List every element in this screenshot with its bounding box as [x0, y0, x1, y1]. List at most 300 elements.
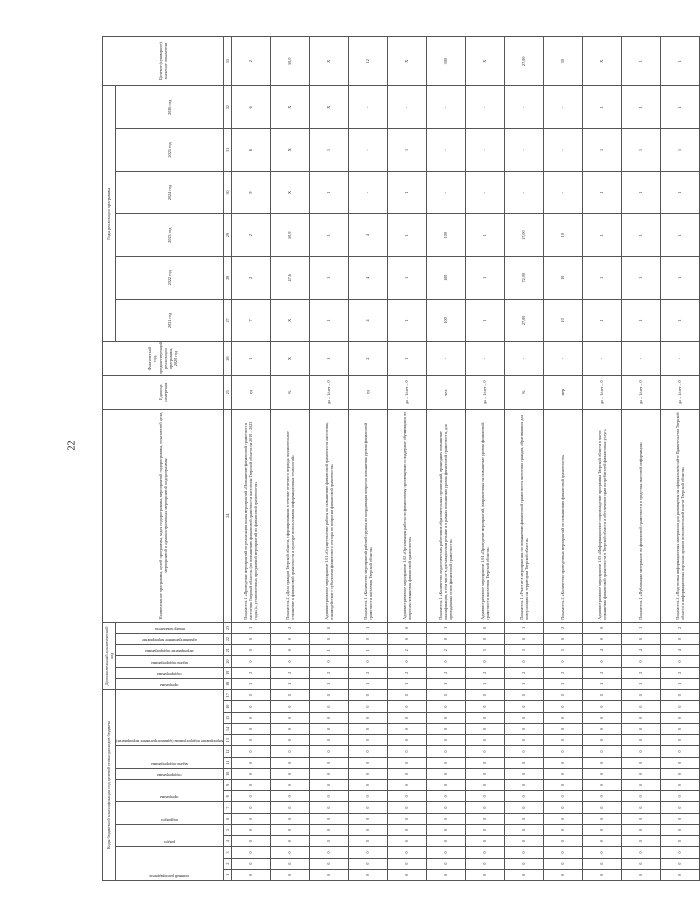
code-cell: 1 [621, 678, 660, 689]
code-cell: 0 [231, 869, 270, 880]
year-value-cell: 10 [543, 256, 582, 299]
code-cell: 0 [582, 858, 621, 869]
code-cell: 0 [426, 746, 465, 757]
unit-cell: ед [231, 375, 270, 409]
code-cell: 0 [465, 836, 504, 847]
code-cell: 0 [270, 813, 309, 824]
column-number: 13 [223, 735, 231, 746]
code-cell: 1 [348, 645, 387, 656]
year-value-cell: 7 [231, 299, 270, 342]
code-cell: 0 [543, 746, 582, 757]
column-number: 6 [223, 813, 231, 824]
code-cell: 0 [348, 802, 387, 813]
kbk-subheader-label: программа [160, 795, 179, 801]
code-cell: 0 [309, 701, 348, 712]
kbk-subheader [116, 746, 224, 768]
base-year-cell: - [426, 342, 465, 376]
code-cell: 0 [582, 791, 621, 802]
code-cell: 0 [543, 802, 582, 813]
year-value-cell: 1 [309, 299, 348, 342]
code-cell: 0 [582, 735, 621, 746]
year-header: 2022 год [116, 256, 224, 299]
column-number: 24 [223, 409, 231, 622]
code-cell: 0 [660, 690, 699, 701]
code-cell: 0 [660, 656, 699, 667]
code-cell: 0 [309, 746, 348, 757]
code-cell: 0 [231, 836, 270, 847]
year-value-cell: 100 [426, 214, 465, 257]
code-cell: 0 [348, 690, 387, 701]
code-cell: 0 [621, 813, 660, 824]
code-cell: 0 [387, 757, 426, 768]
code-cell: 0 [348, 656, 387, 667]
code-cell: 0 [231, 791, 270, 802]
code-cell: 0 [309, 757, 348, 768]
column-number: 14 [223, 723, 231, 734]
code-cell: 0 [387, 813, 426, 824]
code-cell: 2 [231, 667, 270, 678]
year-value-cell: Х [270, 86, 309, 129]
code-cell: 0 [465, 802, 504, 813]
code-cell: 0 [309, 690, 348, 701]
table-row [426, 37, 465, 881]
code-cell: 0 [387, 847, 426, 858]
code-cell: 2 [621, 667, 660, 678]
year-value-cell: 1 [660, 299, 699, 342]
name-column-header: Наименование программы, целей программы, задач подпрограммы, мероприятий подпрограммы, показателей цели, мероприятий и административных мероприятий подпрограммы [103, 409, 224, 622]
year-value-cell: - [426, 129, 465, 172]
year-header: 2023 год [116, 214, 224, 257]
code-cell: 1 [465, 678, 504, 689]
code-cell: 0 [309, 633, 348, 644]
code-cell: 3 [543, 645, 582, 656]
year-value-cell: 1 [309, 256, 348, 299]
code-cell: 0 [465, 690, 504, 701]
year-value-cell: 1 [465, 214, 504, 257]
column-number: 7 [223, 802, 231, 813]
column-number: 19 [223, 667, 231, 678]
code-cell: 0 [504, 701, 543, 712]
year-value-cell: - [543, 129, 582, 172]
code-cell: 0 [465, 633, 504, 644]
table-row [504, 37, 543, 881]
base-year-cell: 1 [309, 342, 348, 376]
code-cell: 0 [387, 712, 426, 723]
unit-cell: да – 1/нет – 0 [660, 375, 699, 409]
code-cell: 0 [270, 712, 309, 723]
column-number: 31 [223, 129, 231, 172]
code-cell: 0 [582, 633, 621, 644]
year-value-cell: 10 [543, 299, 582, 342]
unit-cell: да – 1/нет – 0 [387, 375, 426, 409]
item-name-cell: Административное мероприятие 1.01 «Осуществление работы по повышению финансовой грамотности населения, взаимодействие с субъектами финансового сектора по вопросам финансовой грамотности» [309, 409, 348, 622]
kbk-subheader [116, 768, 224, 779]
code-cell: 0 [387, 701, 426, 712]
unit-cell: чел. [426, 375, 465, 409]
rotated-table-frame [102, 36, 685, 881]
table-row [348, 37, 387, 881]
column-number: 20 [223, 656, 231, 667]
program-table-sheet [102, 36, 685, 881]
code-cell: 0 [504, 791, 543, 802]
code-cell: 2 [504, 667, 543, 678]
code-cell: 4 [582, 645, 621, 656]
year-value-cell: 1 [465, 256, 504, 299]
code-cell: 0 [387, 746, 426, 757]
code-cell: 0 [660, 768, 699, 779]
year-value-cell: 1 [309, 214, 348, 257]
year-value-cell: 50,9 [270, 214, 309, 257]
code-cell: 0 [348, 869, 387, 880]
code-cell: 0 [426, 813, 465, 824]
code-cell: 0 [231, 690, 270, 701]
target-value-cell: Х [465, 37, 504, 86]
target-value-cell: 300 [426, 37, 465, 86]
kbk-subheader [116, 824, 224, 846]
base-year-cell: 2 [348, 342, 387, 376]
code-cell: 0 [231, 645, 270, 656]
code-cell: 0 [582, 622, 621, 633]
code-cell: 3 [504, 645, 543, 656]
code-cell: 0 [504, 847, 543, 858]
code-cell: 0 [426, 768, 465, 779]
code-cell: 2 [387, 667, 426, 678]
code-cell: 0 [582, 847, 621, 858]
kbk-subheader-label: подпрограмма [157, 773, 182, 779]
code-cell: 0 [387, 858, 426, 869]
code-cell: 0 [543, 813, 582, 824]
code-cell: 0 [231, 847, 270, 858]
base-year-cell: 1 [387, 342, 426, 376]
column-number: 32 [223, 86, 231, 129]
code-cell: 0 [543, 701, 582, 712]
code-cell: 0 [582, 869, 621, 880]
code-cell: 0 [270, 802, 309, 813]
code-cell: 0 [270, 645, 309, 656]
code-cell: 0 [621, 757, 660, 768]
column-number: 33 [223, 37, 231, 86]
year-value-cell: 1 [621, 214, 660, 257]
code-cell: 0 [231, 701, 270, 712]
code-cell: 0 [621, 701, 660, 712]
target-value-cell: 12 [348, 37, 387, 86]
base-year-cell: 1 [231, 342, 270, 376]
code-cell: 0 [660, 746, 699, 757]
year-value-cell: Х [270, 129, 309, 172]
code-cell: 0 [504, 768, 543, 779]
year-value-cell: 1 [660, 171, 699, 214]
column-number-row [223, 37, 231, 881]
kbk-subheader-label: мероприятие подпрограммы (административное мероприятие) [116, 739, 223, 745]
year-value-cell: - [348, 86, 387, 129]
code-cell: 0 [426, 757, 465, 768]
code-cell: 0 [660, 813, 699, 824]
year-value-cell: - [465, 86, 504, 129]
code-cell: 0 [309, 656, 348, 667]
code-cell: 0 [309, 858, 348, 869]
code-cell: 0 [348, 768, 387, 779]
code-cell: 0 [309, 869, 348, 880]
code-cell: 0 [270, 847, 309, 858]
code-cell: 2 [387, 645, 426, 656]
code-cell: 0 [582, 690, 621, 701]
code-cell: 0 [387, 723, 426, 734]
code-cell: 0 [621, 723, 660, 734]
code-cell: 0 [387, 791, 426, 802]
year-header: 2025 год [116, 129, 224, 172]
code-cell: 0 [660, 701, 699, 712]
code-cell: 0 [270, 701, 309, 712]
table-row [582, 37, 621, 881]
code-cell: 0 [426, 690, 465, 701]
additional-code-subheader-label: программа [160, 683, 179, 689]
additional-code-group-header: Дополнительный аналитический код [103, 622, 116, 689]
code-cell: 0 [387, 656, 426, 667]
code-cell: 0 [465, 723, 504, 734]
year-value-cell: - [426, 86, 465, 129]
code-cell: 0 [504, 780, 543, 791]
code-cell: 0 [543, 723, 582, 734]
column-number: 18 [223, 678, 231, 689]
year-value-cell: - [348, 171, 387, 214]
code-cell: 0 [426, 735, 465, 746]
column-number: 27 [223, 299, 231, 342]
code-cell: 0 [348, 824, 387, 835]
code-cell: 0 [465, 622, 504, 633]
code-cell: 0 [348, 780, 387, 791]
unit-cell: ед [348, 375, 387, 409]
code-cell: 0 [582, 701, 621, 712]
code-cell: 0 [504, 836, 543, 847]
kbk-subheader-label: раздел [163, 840, 176, 846]
kbk-subheader [116, 780, 224, 802]
code-cell: 0 [309, 780, 348, 791]
code-cell: 0 [660, 735, 699, 746]
code-cell: 0 [543, 858, 582, 869]
table-row [231, 37, 270, 881]
code-cell: 0 [426, 633, 465, 644]
code-cell: 0 [231, 813, 270, 824]
year-value-cell: 1 [387, 299, 426, 342]
code-cell: 0 [309, 768, 348, 779]
code-cell: 0 [543, 633, 582, 644]
code-cell: 0 [660, 836, 699, 847]
code-cell: 1 [426, 622, 465, 633]
column-number: 8 [223, 791, 231, 802]
code-cell: 0 [465, 712, 504, 723]
column-number: 11 [223, 757, 231, 768]
code-cell: 0 [231, 746, 270, 757]
column-number: 21 [223, 645, 231, 656]
code-cell: 0 [231, 858, 270, 869]
code-cell: 0 [465, 847, 504, 858]
code-cell: 0 [309, 802, 348, 813]
year-value-cell: Х [270, 299, 309, 342]
code-cell: 0 [543, 869, 582, 880]
year-header: 2021 год [116, 299, 224, 342]
code-cell: 0 [660, 757, 699, 768]
unit-cell: % [504, 375, 543, 409]
code-cell: 0 [621, 847, 660, 858]
code-cell: 0 [660, 824, 699, 835]
table-row [387, 37, 426, 881]
year-value-cell: 1 [660, 256, 699, 299]
code-cell: 1 [426, 678, 465, 689]
code-cell: 1 [231, 622, 270, 633]
code-cell: 0 [582, 768, 621, 779]
additional-code-subheader-label: мероприятие подпрограммы [145, 649, 194, 655]
code-cell: 0 [504, 824, 543, 835]
year-value-cell: 1 [621, 129, 660, 172]
code-cell: 0 [465, 746, 504, 757]
base-year-column-header: Фактический год, предшествующий реализации программы, 2020 год [103, 342, 224, 376]
code-cell: 0 [348, 712, 387, 723]
additional-code-subheader [116, 622, 224, 633]
code-cell: 0 [543, 847, 582, 858]
code-cell: 0 [504, 802, 543, 813]
unit-cell: да – 1/нет – 0 [621, 375, 660, 409]
code-cell: 0 [504, 656, 543, 667]
code-cell: 0 [348, 757, 387, 768]
code-cell: 0 [543, 824, 582, 835]
code-cell: 0 [582, 712, 621, 723]
code-cell: 0 [465, 813, 504, 824]
code-cell: 0 [621, 869, 660, 880]
code-cell: 0 [465, 735, 504, 746]
column-number: 30 [223, 171, 231, 214]
unit-cell: да – 1/нет – 0 [582, 375, 621, 409]
code-cell: 0 [270, 858, 309, 869]
year-value-cell: 100 [426, 256, 465, 299]
code-cell: 2 [543, 667, 582, 678]
code-cell: 1 [621, 622, 660, 633]
code-cell: 0 [270, 735, 309, 746]
additional-code-subheader [116, 678, 224, 689]
code-cell: 2 [426, 667, 465, 678]
year-value-cell: 1 [621, 299, 660, 342]
code-cell: 0 [387, 622, 426, 633]
year-value-cell: 1 [309, 171, 348, 214]
year-value-cell: Х [309, 86, 348, 129]
code-cell: 0 [660, 869, 699, 880]
code-cell: 2 [270, 667, 309, 678]
kbk-subheader-label: подраздел [160, 817, 179, 823]
code-cell: 0 [270, 836, 309, 847]
code-cell: 0 [621, 836, 660, 847]
kbk-subheader [116, 802, 224, 824]
code-cell: 0 [660, 802, 699, 813]
code-cell: 0 [309, 622, 348, 633]
year-value-cell: 1 [582, 171, 621, 214]
code-cell: 0 [582, 723, 621, 734]
code-cell: 0 [231, 757, 270, 768]
column-number: 12 [223, 746, 231, 757]
unit-cell: % [270, 375, 309, 409]
code-cell: 0 [387, 802, 426, 813]
item-name-cell: Показатель 2 «Доля граждан Тверской области, сформировавших в течение отчетного периода положительное отношение к финансовой грамотности и культуре использования информационных технологий» [270, 409, 309, 622]
code-cell: 0 [621, 712, 660, 723]
column-number: 3 [223, 847, 231, 858]
code-cell: 0 [621, 735, 660, 746]
column-number: 25 [223, 375, 231, 409]
column-number: 2 [223, 858, 231, 869]
code-cell: 0 [504, 723, 543, 734]
code-cell: 0 [387, 735, 426, 746]
code-cell: 1 [504, 678, 543, 689]
code-cell: 0 [543, 791, 582, 802]
year-value-cell: 17,00 [504, 214, 543, 257]
code-cell: 2 [348, 667, 387, 678]
code-cell: 0 [387, 768, 426, 779]
year-value-cell: - [465, 129, 504, 172]
code-cell: 0 [621, 768, 660, 779]
year-value-cell: 1 [621, 256, 660, 299]
column-number: 9 [223, 780, 231, 791]
code-cell: 0 [231, 768, 270, 779]
code-cell: 0 [465, 780, 504, 791]
kbk-group-header: Коды бюджетной классификации под целевой статьи расходов бюджета [103, 690, 116, 881]
code-cell: 0 [426, 869, 465, 880]
code-cell: 0 [660, 633, 699, 644]
kbk-subheader-label: главный распорядитель [149, 874, 190, 879]
item-name-cell: Административное мероприятие 1.02 «Организация работы по финансовому просвещению и поддержке обучающихся по вопросам повышения финансовой грамотности» [387, 409, 426, 622]
year-value-cell: 47,6 [270, 256, 309, 299]
target-value-cell: 2 [231, 37, 270, 86]
code-cell: 0 [426, 858, 465, 869]
additional-code-subheader-label: задача подпрограммы [150, 660, 189, 666]
code-cell: 0 [543, 690, 582, 701]
item-name-cell: Показатель 1 «Публикация материалов по финансовой грамотности в средствах массовой информации» [621, 409, 660, 622]
year-value-cell: 1 [387, 171, 426, 214]
code-cell: 1 [387, 678, 426, 689]
code-cell: 0 [387, 824, 426, 835]
code-cell: 0 [348, 791, 387, 802]
additional-code-subheader-label: номер показателя [154, 626, 185, 632]
code-cell: 0 [348, 847, 387, 858]
year-value-cell: 2 [231, 214, 270, 257]
target-value-cell: Х [582, 37, 621, 86]
code-cell: 0 [660, 723, 699, 734]
table-row [465, 37, 504, 881]
code-cell: 0 [270, 791, 309, 802]
unit-cell: да – 1/нет – 0 [309, 375, 348, 409]
kbk-subheader-label: задача подпрограммы [150, 761, 189, 767]
code-cell: 0 [426, 723, 465, 734]
code-cell: 0 [426, 802, 465, 813]
code-cell: 0 [465, 858, 504, 869]
code-cell: 0 [465, 824, 504, 835]
year-value-cell: 1 [309, 129, 348, 172]
code-cell: 0 [426, 656, 465, 667]
year-value-cell: - [504, 86, 543, 129]
table-row [543, 37, 582, 881]
code-cell: 0 [621, 656, 660, 667]
code-cell: 0 [504, 813, 543, 824]
code-cell: 0 [231, 633, 270, 644]
unit-column-header: Единица измерения [103, 375, 224, 409]
item-name-cell: Показатель 2 «Подготовка информационных материалов для размещения на официальном сайте Правительства Тверской области и информационных порталах органов исполнительной власти Тверской области» [660, 409, 699, 622]
code-cell: 0 [426, 712, 465, 723]
code-cell: 0 [348, 701, 387, 712]
code-cell: 0 [621, 802, 660, 813]
code-cell: 1 [231, 678, 270, 689]
base-year-cell: - [465, 342, 504, 376]
column-number: 16 [223, 701, 231, 712]
code-cell: 0 [465, 768, 504, 779]
code-cell: 0 [543, 656, 582, 667]
code-cell: 2 [426, 645, 465, 656]
code-cell: 0 [387, 633, 426, 644]
